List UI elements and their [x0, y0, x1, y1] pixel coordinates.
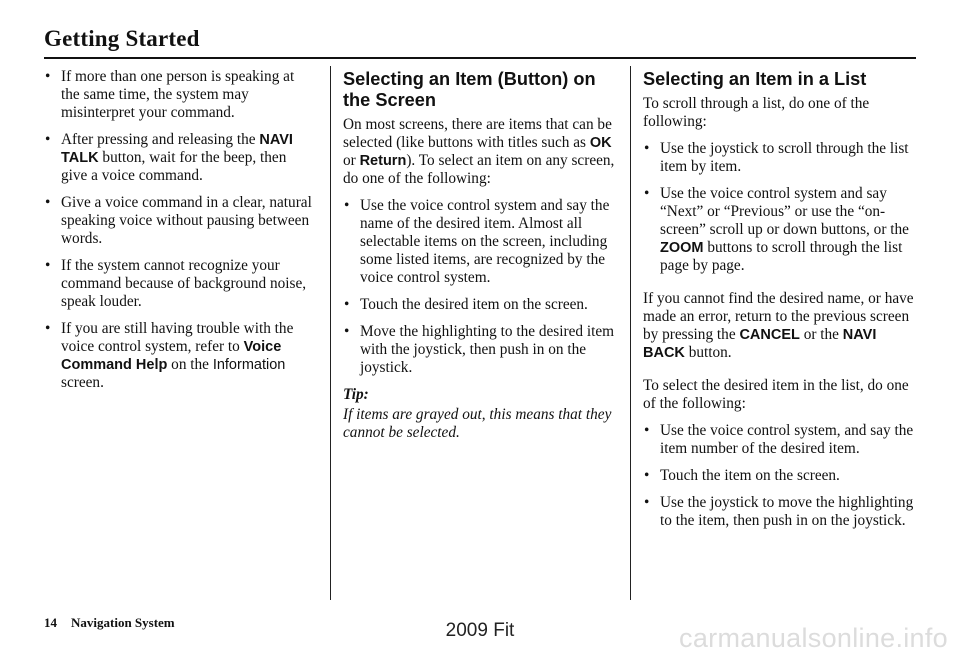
column-3: [643, 68, 918, 539]
model-label: 2009 Fit: [445, 620, 515, 641]
return-button-name: Return: [359, 153, 407, 169]
page-number: 14: [44, 615, 57, 630]
column-2: [343, 68, 616, 442]
list-item: • Touch the item on the screen.: [643, 467, 918, 485]
navi-talk-button-name: NAVI TALK: [61, 132, 293, 166]
section-heading: Selecting an Item (Button) on the Screen: [343, 69, 596, 110]
select-methods-list: [643, 422, 918, 530]
list-item: • Use the joystick to move the highlighting to the item, then push in on the joystick.: [643, 494, 918, 530]
intro-paragraph: To scroll through a list, do one of the following:: [643, 95, 870, 130]
selection-methods-list: [343, 197, 616, 377]
voice-command-help-label: Voice Command Help: [61, 339, 282, 373]
title-rule: [44, 57, 916, 59]
tip-text: If items are grayed out, this means that they cannot be selected.: [343, 406, 612, 441]
list-item: • Touch the desired item on the screen.: [343, 296, 616, 314]
information-screen-label: Information: [212, 357, 286, 373]
column-divider: [630, 66, 631, 600]
footer-section-name: Navigation System: [71, 615, 175, 630]
list-item: • Move the highlighting to the desired item with the joystick, then push in on the joystick.: [343, 323, 616, 377]
navi-back-button-name: NAVI BACK: [643, 327, 877, 361]
scroll-methods-list: [643, 140, 918, 275]
section-heading: Selecting an Item in a List: [643, 69, 867, 89]
list-item: • If you are still having trouble with the voice control system, refer to Voice Command Help on the Information screen.: [44, 320, 316, 392]
list-item: • Give a voice command in a clear, natural speaking voice without pausing between words.: [44, 194, 316, 248]
column-divider: [330, 66, 331, 600]
site-watermark: carmanualsonline.info: [679, 623, 948, 653]
column-1: [44, 68, 316, 401]
list-item: • If more than one person is speaking at the same time, the system may misinterpret your command.: [44, 68, 316, 122]
cancel-button-name: CANCEL: [739, 327, 800, 343]
list-item: • After pressing and releasing the NAVI TALK button, wait for the beep, then give a voice command.: [44, 131, 316, 185]
paragraph: To select the desired item in the list, do one of the following:: [643, 377, 909, 412]
list-item: • Use the joystick to scroll through the list item by item.: [643, 140, 918, 176]
list-item: • Use the voice control system, and say the item number of the desired item.: [643, 422, 918, 458]
ok-button-name: OK: [589, 135, 612, 151]
list-item: • Use the voice control system and say “Next” or “Previous” or use the “on-screen” scroll up or down buttons, or the ZOOM buttons to scroll through the list page by page.: [643, 185, 918, 275]
zoom-button-name: ZOOM: [660, 240, 704, 256]
list-item: • If the system cannot recognize your command because of background noise, speak louder.: [44, 257, 316, 311]
tip-label: Tip:: [343, 386, 369, 403]
tips-list: [44, 68, 316, 392]
intro-paragraph: On most screens, there are items that can be selected (like buttons with titles such as OK or Return). To select an item on any screen, do one of the following:: [343, 116, 615, 187]
list-item: • Use the voice control system and say the name of the desired item. Almost all selectable items on the screen, including some listed items, are recognized by the voice control system.: [343, 197, 616, 287]
page-title: Getting Started: [44, 26, 200, 51]
paragraph: If you cannot find the desired name, or have made an error, return to the previous screen by pressing the CANCEL or the NAVI BACK button.: [643, 290, 914, 361]
